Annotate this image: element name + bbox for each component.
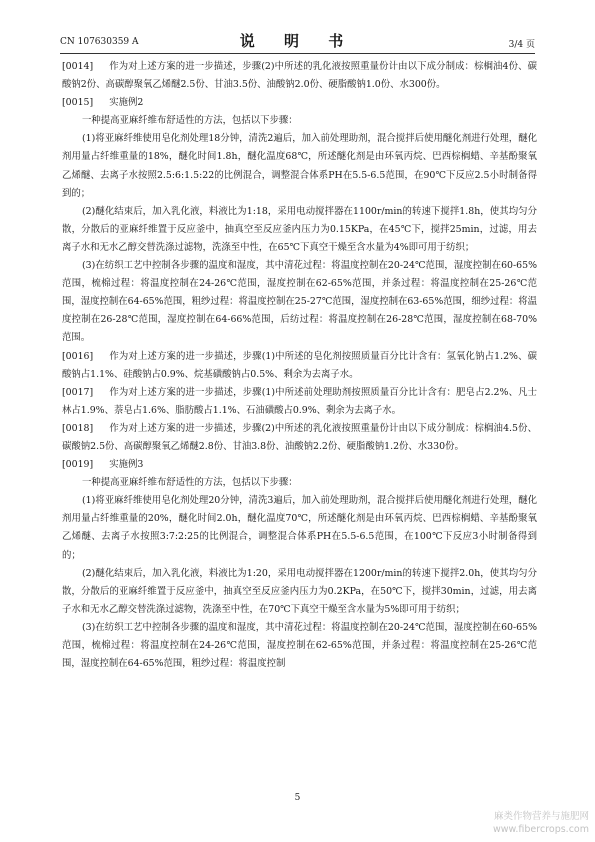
header-divider: [60, 53, 535, 54]
paragraph-tag: [0019]: [62, 459, 94, 471]
paragraph-tag: [0016]: [62, 350, 94, 362]
paragraph-text: 作为对上述方案的进一步描述，步骤(2)中所述的乳化液按照重量份计由以下成分制成：棕榈油4份、碳酸钠2份、高碳醇聚氧乙烯醚2.5份、甘油3.5份、油酸钠2.0份、硬脂酸钠1.0份、水300份。: [62, 61, 537, 91]
paragraph: [62, 619, 537, 673]
paragraph-tag: [0015]: [62, 97, 94, 109]
paragraph-text: 作为对上述方案的进一步描述，步骤(1)中所述的皂化剂按照质量百分比计含有：氢氧化钠占1.2%、碳酸钠占1.1%、硅酸钠占0.9%、烷基磺酸钠占0.5%、剩余为去离子水。: [62, 350, 537, 380]
paragraph: [62, 112, 537, 130]
paragraph: [62, 94, 537, 112]
paragraph: [62, 565, 537, 619]
paragraph-text: 实施例2: [109, 97, 144, 109]
paragraph-text: 一种提高亚麻纤维布舒适性的方法，包括以下步骤：: [82, 115, 298, 127]
paragraph-text: 一种提高亚麻纤维布舒适性的方法，包括以下步骤：: [82, 477, 298, 489]
paragraph-text: (1)将亚麻纤维使用皂化剂处理20分钟，清洗3遍后，加入前处理助剂，混合搅拌后使用醚化剂进行处理，醚化剂用量占纤维重量的20%，醚化时间2.0h，醚化温度70℃，所述醚化剂是由环氧丙烷、巴西棕榈蜡、辛基酚聚氧乙烯醚、去离子水按照3:7:2:25的比例混合，调整混合体系PH在5.5-6.5范围，在100℃下反应3小时制备得到的；: [62, 495, 537, 561]
paragraph: [62, 456, 537, 474]
paragraph-text: (1)将亚麻纤维使用皂化剂处理18分钟，清洗2遍后，加入前处理助剂，混合搅拌后使用醚化剂进行处理，醚化剂用量占纤维重量的18%，醚化时间1.8h，醚化温度68℃，所述醚化剂是由环氧丙烷、巴西棕榈蜡、辛基酚聚氧乙烯醚、去离子水按照2.5:6:1.5:22的比例混合，调整混合体系PH在5.5-6.5范围，在90℃下反应2.5小时制备得到的；: [62, 133, 537, 199]
paragraph-text: (3)在纺织工艺中控制各步骤的温度和湿度，其中清花过程：将温度控制在20-24℃范围，湿度控制在60-65%范围，梳棉过程：将温度控制在24-26℃范围，湿度控制在62-65%范围，并条过程：将温度控制在25-26℃范围，湿度控制在64-65%范围，粗纱过程：将温度控制在25-27℃范围，湿度控制在63-65%范围，细纱过程：将温度控制在26-28℃范围，湿度控制在64-66%范围，后纺过程：将温度控制在26-28℃范围，湿度控制在68-70%范围。: [62, 260, 538, 344]
document-body: [62, 58, 537, 673]
paragraph: [62, 130, 537, 202]
paragraph-tag: [0018]: [62, 422, 94, 434]
patent-number: CN 107630359 A: [60, 37, 139, 47]
watermark: [493, 810, 589, 836]
paragraph: [62, 492, 537, 564]
paragraph-tag: [0014]: [62, 61, 94, 72]
watermark-site-name: 麻类作物营养与施肥网: [493, 811, 589, 822]
paragraph: [62, 348, 537, 384]
page-count: 3/4 页: [508, 40, 535, 50]
paragraph-text: 实施例3: [109, 459, 144, 471]
paragraph: [62, 58, 537, 94]
paragraph: [62, 474, 537, 492]
paragraph-text: (3)在纺织工艺中控制各步骤的温度和湿度，其中清花过程：将温度控制在20-24℃范围，湿度控制在60-65%范围，梳棉过程：将温度控制在24-26℃范围，湿度控制在62-65%范围，并条过程：将温度控制在25-26℃范围，湿度控制在64-65%范围，粗纱过程：将温度控制: [62, 621, 537, 670]
paragraph: [62, 203, 537, 257]
paragraph: [62, 257, 537, 347]
document-title: 说 明 书: [239, 32, 356, 50]
paragraph-text: (2)醚化结束后，加入乳化液，料液比为1:20，采用电动搅拌器在1200r/min的转速下搅拌2.0h，使其均匀分散，分散后的亚麻纤维置于反应釜中，抽真空至反应釜内压力为0.2KPa，在50℃下，搅拌30min，过滤，用去离子水和无水乙醇交替洗涤过滤物，洗涤至中性，在70℃下真空干燥至含水量为5%即可用于纺织；: [62, 567, 537, 615]
paragraph: [62, 420, 537, 456]
watermark-url: www.fibercrops.com: [492, 824, 589, 835]
paragraph-text: 作为对上述方案的进一步描述，步骤(1)中所述前处理助剂按照质量百分比计含有：肥皂占2.2%、凡士林占1.9%、萘皂占1.6%、脂肪酸占1.1%、石油磺酸占0.9%、剩余为去离子水。: [62, 386, 537, 416]
paragraph-text: 作为对上述方案的进一步描述，步骤(2)中所述的乳化液按照重量份计由以下成分制成：棕榈油4.5份、碳酸钠2.5份、高碳醇聚氧乙烯醚2.8份、甘油3.8份、油酸钠2.2份、硬脂酸钠1.2份、水330份。: [62, 422, 537, 452]
paragraph-text: (2)醚化结束后，加入乳化液，料液比为1:18，采用电动搅拌器在1100r/min的转速下搅拌1.8h，使其均匀分散，分散后的亚麻纤维置于反应釜中，抽真空至反应釜内压力为0.15KPa，在45℃下，搅拌25min，过滤，用去离子水和无水乙醇交替洗涤过滤物，洗涤至中性，在65℃下真空干燥至含水量为4%即可用于纺织；: [62, 205, 537, 253]
paragraph-tag: [0017]: [62, 386, 94, 398]
page-number: 5: [294, 793, 301, 803]
paragraph: [62, 384, 537, 420]
page-header: [60, 28, 535, 50]
